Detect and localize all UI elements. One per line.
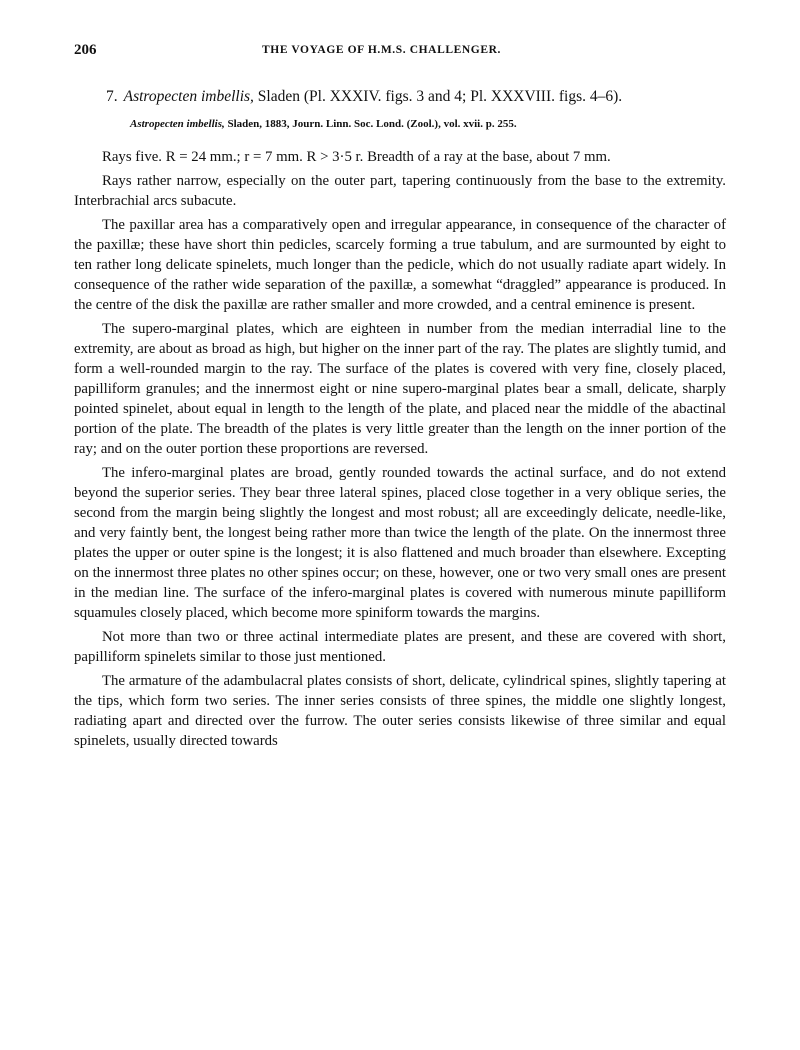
paragraph: Rays rather narrow, especially on the outer part, tapering continuously from the base to the extremity. Interbrachial arcs subacute. bbox=[74, 173, 726, 209]
species-number: 7. bbox=[106, 88, 118, 105]
page-number: 206 bbox=[74, 42, 97, 58]
paragraph: The infero-marginal plates are broad, gently rounded towards the actinal surface, and do not extend beyond the superior series. They bear three lateral spines, placed close together in a very oblique series, the second from the margin being slightly the longest and most robust; all are exceedingly delicate, needle-like, and very faintly bent, the longest being rather more than twice the length of the plate. On the innermost three plates the upper or outer spine is the longest; it is also flattened and much broader than elsewhere. Excepting on the innermost three plates no other spines occur; on these, however, one or two very small ones are present in the median line. The surface of the infero-marginal plates is covered with numerous minute papilliform squamules closely placed, which become more spiniform towards the margins. bbox=[74, 465, 726, 621]
synonymy-citation bbox=[130, 118, 726, 130]
species-heading bbox=[106, 88, 726, 106]
paragraph: The supero-marginal plates, which are eighteen in number from the median interradial line to the extremity, are about as broad as high, but higher on the inner part of the ray. The plates are slightly tumid, and form a well-rounded margin to the ray. The surface of the plates is covered with very fine, closely placed, papilliform granules; and the innermost eight or nine supero-marginal plates bear a small, delicate, sharply pointed spinelet, about equal in length to the length of the plate, and placed near the middle of the abactinal portion of the plate. The breadth of the plates is very little greater than the length on the inner portion of the ray; and on the outer portion these proportions are reversed. bbox=[74, 321, 726, 457]
document-page bbox=[74, 42, 726, 755]
paragraph: Not more than two or three actinal intermediate plates are present, and these are covered with short, papilliform spinelets similar to those just mentioned. bbox=[74, 629, 726, 665]
species-authority: Sladen (Pl. XXXIV. figs. 3 and 4; Pl. XXXVIII. figs. 4–6). bbox=[257, 88, 623, 105]
paragraph: Rays five. R = 24 mm.; r = 7 mm. R > 3·5 r. Breadth of a ray at the base, about 7 mm. bbox=[102, 149, 611, 165]
page-header bbox=[74, 42, 726, 66]
body-text bbox=[74, 147, 726, 751]
citation-species: Astropecten imbellis, bbox=[130, 118, 225, 130]
paragraph: The armature of the adambulacral plates consists of short, delicate, cylindrical spines, slightly tapering at the tips, which form two series. The inner series consists of three spines, the middle one slightly longest, radiating apart and directed over the furrow. The outer series consists likewise of three similar and equal spinelets, usually directed towards bbox=[74, 673, 726, 749]
running-title: THE VOYAGE OF H.M.S. CHALLENGER. bbox=[262, 44, 501, 56]
paragraph: The paxillar area has a comparatively open and irregular appearance, in consequence of the character of the paxillæ; these have short thin pedicles, scarcely forming a true tabulum, and are surmounted by eight to ten rather long delicate spinelets, much longer than the pedicle, which do not usually radiate apart widely. In consequence of the rather wide separation of the paxillæ, a somewhat “draggled” appearance is produced. In the centre of the disk the paxillæ are rather smaller and more crowded, and a central eminence is present. bbox=[74, 217, 726, 313]
citation-reference: Sladen, 1883, Journ. Linn. Soc. Lond. (Zool.), vol. xvii. p. 255. bbox=[227, 118, 517, 130]
species-name: Astropecten imbellis, bbox=[123, 88, 254, 105]
